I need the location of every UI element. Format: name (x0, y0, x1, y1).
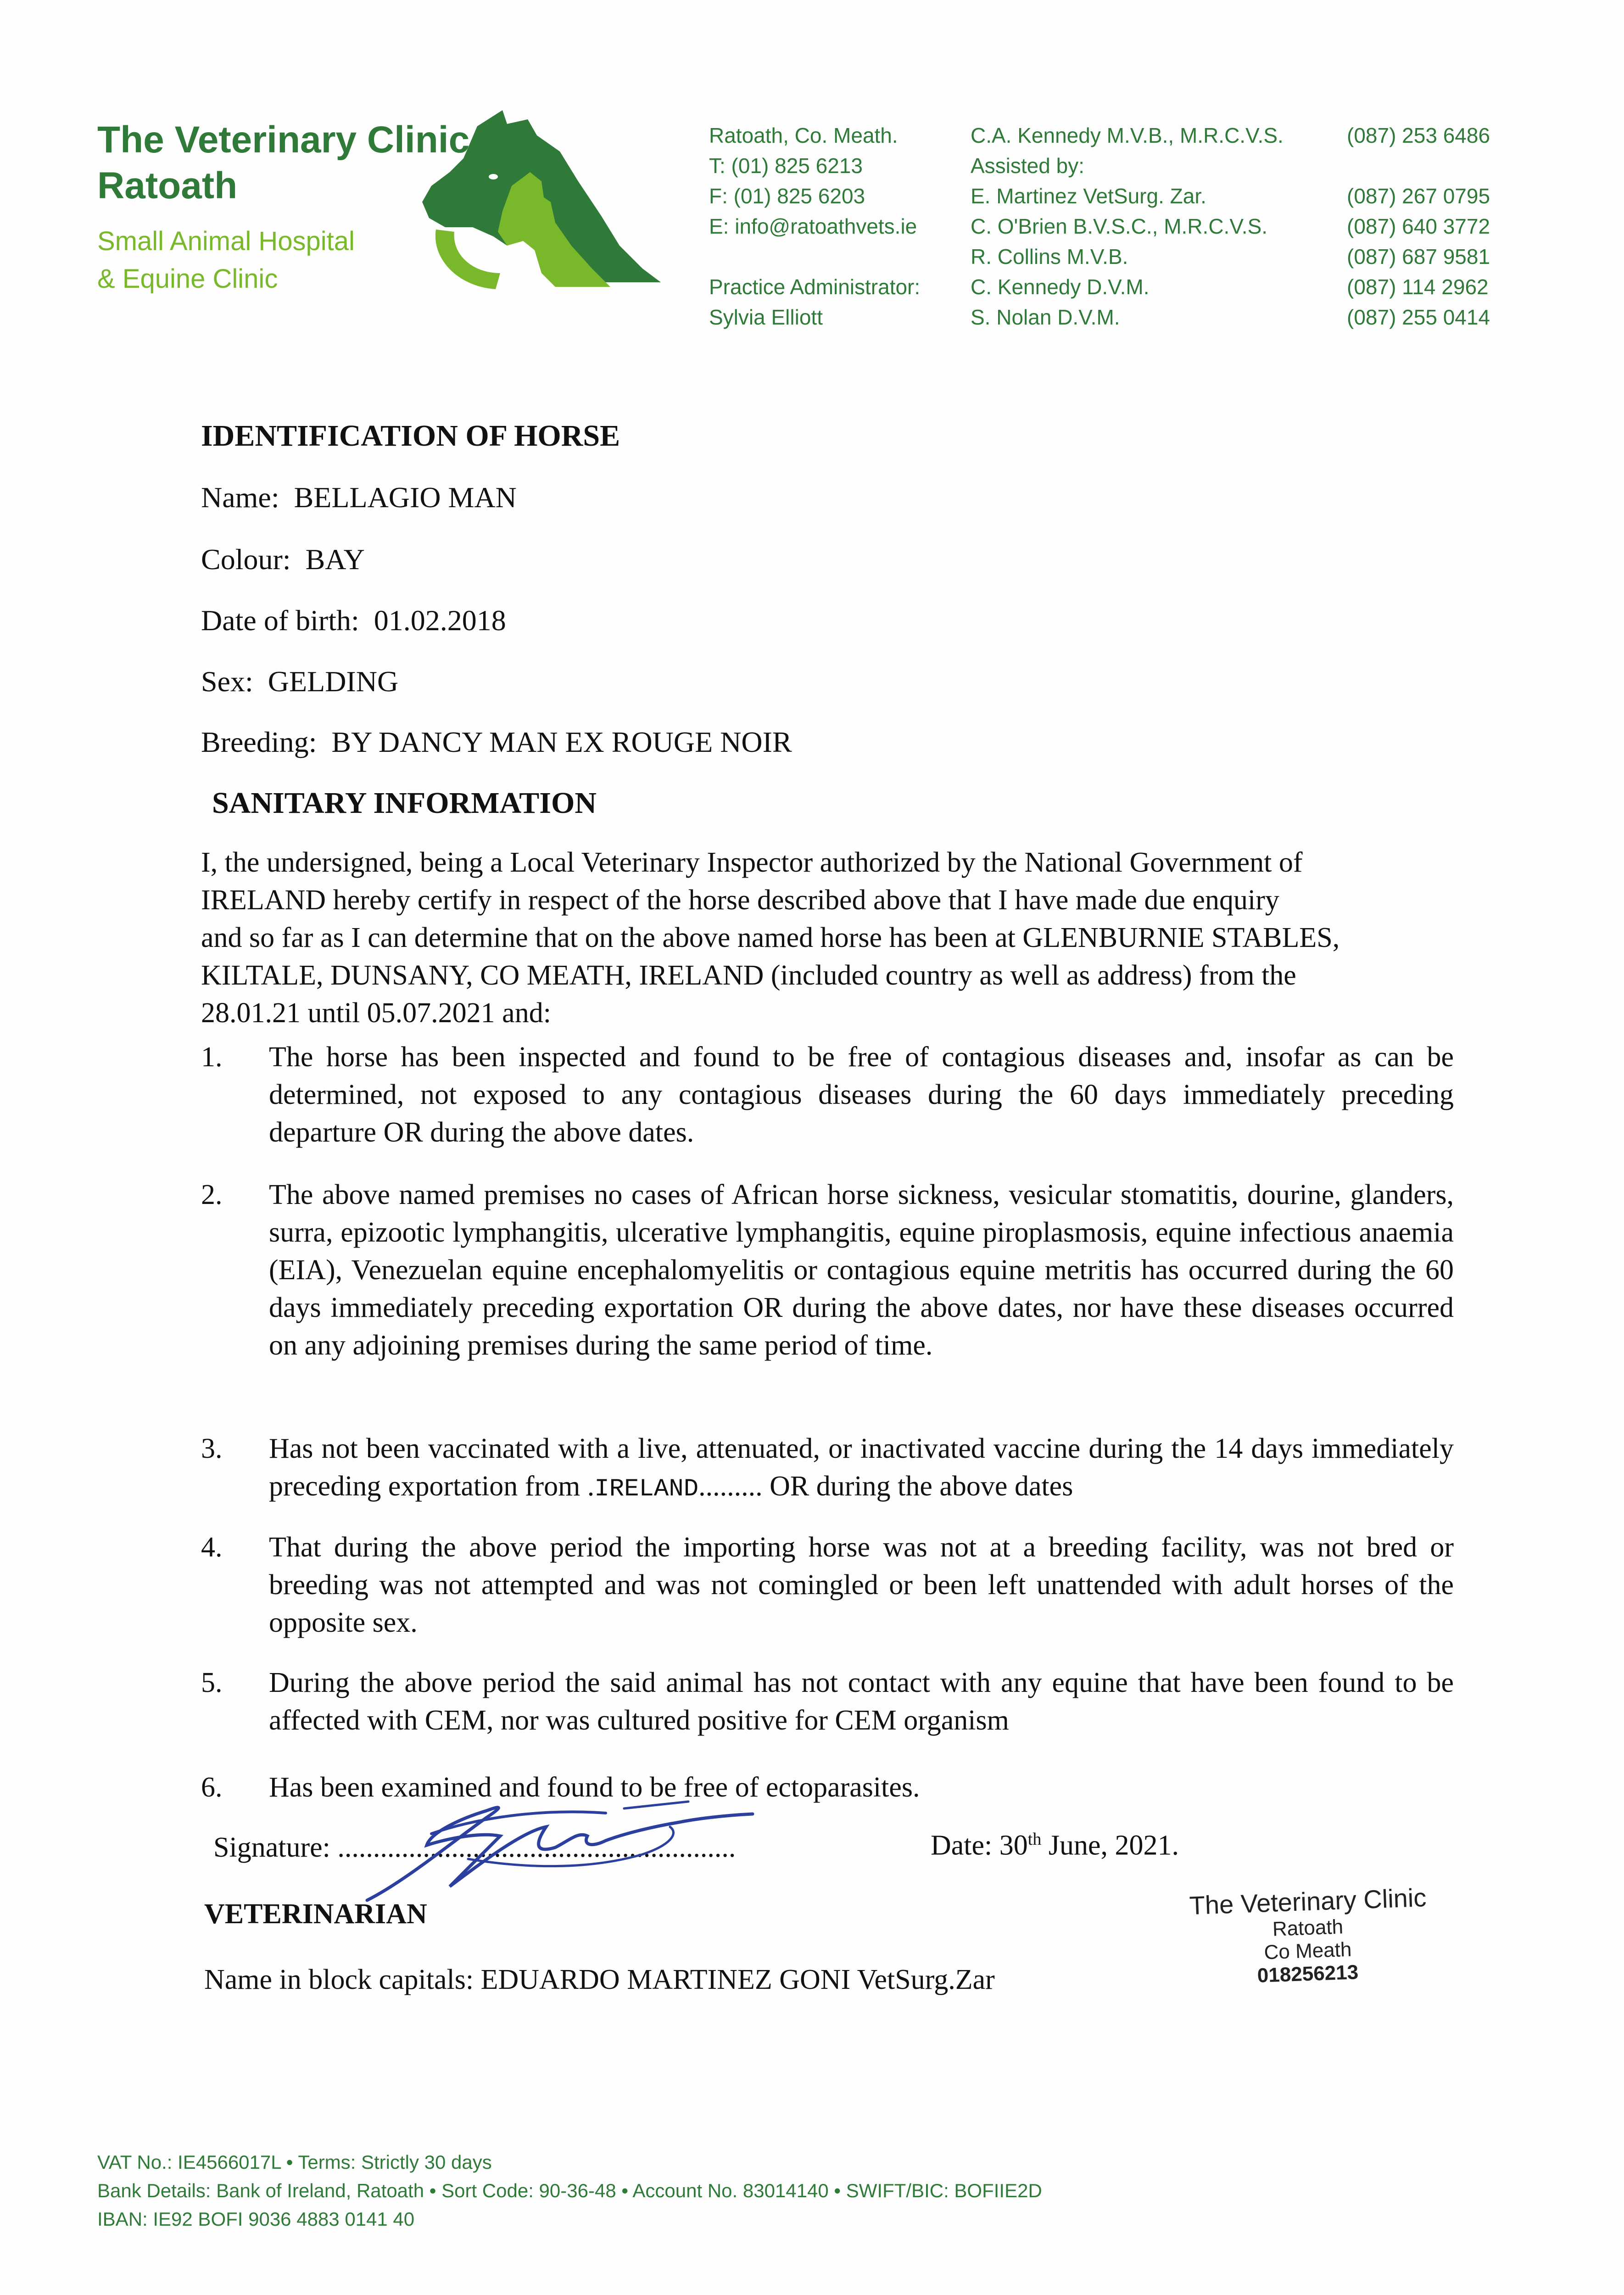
email-line: E: info@ratoathvets.ie (709, 214, 917, 238)
condition-text-part: ......... OR during the above dates (698, 1471, 1073, 1502)
date-suffix: th (1027, 1830, 1042, 1849)
identification-heading: IDENTIFICATION OF HORSE (201, 419, 620, 453)
block-capitals-name: Name in block capitals: EDUARDO MARTINEZ GONI VetSurg.Zar (204, 1964, 995, 1995)
horse-dob-field (201, 604, 506, 638)
vet-phone: (087) 114 2962 (1347, 275, 1489, 299)
vet-list (971, 120, 1284, 332)
condition-text: The above named premises no cases of African horse sickness, vesicular stomatitis, dourine, glanders, surra, epizootic lymphangitis, ulcerative lymphangitis, equine piroplasmosis, equine infectious anaemia (EIA), Venezuelan equine encephalomyelitis or contagious equine metritis has occurred during the 60 days immediately preceding exportation OR during the above dates, nor have these diseases occurred on any adjoining premises during the same period of time. (269, 1179, 1454, 1361)
vet-item: C. O'Brien B.V.S.C., M.R.C.V.S. (971, 214, 1268, 238)
condition-text: The horse has been inspected and found to be free of contagious diseases and, insofar as can be determined, not exposed to any contagious diseases during the 60 days immediately preceding departure OR during the above dates. (269, 1041, 1454, 1148)
horse-sex-field (201, 665, 398, 699)
phone-line: T: (01) 825 6213 (709, 154, 863, 178)
vet-phone: (087) 687 9581 (1347, 245, 1490, 269)
vet-item: Assisted by: (971, 154, 1084, 178)
vet-phone: (087) 640 3772 (1347, 214, 1490, 238)
address-line: Ratoath, Co. Meath. (709, 123, 898, 147)
clinic-name-line2: Ratoath (97, 165, 238, 207)
condition-number: 2. (201, 1179, 223, 1210)
horse-sex-label: Sex: (201, 665, 253, 698)
horse-colour-value: BAY (305, 543, 365, 576)
intro-line: I, the undersigned, being a Local Veterinary Inspector authorized by the National Government of (201, 847, 1303, 878)
condition-number: 3. (201, 1433, 223, 1464)
horse-name-value: BELLAGIO MAN (294, 481, 517, 514)
filled-country: IRELAND (594, 1475, 699, 1503)
practice-admin-label: Practice Administrator: (709, 275, 921, 299)
stamp-line1: The Veterinary Clinic (1189, 1883, 1427, 1920)
sanitary-heading: SANITARY INFORMATION (212, 786, 597, 820)
condition-text: Has been examined and found to be free of ectoparasites. (269, 1772, 920, 1803)
horse-breeding-label: Breeding: (201, 726, 317, 758)
condition-text-part: Has not been vaccinated with a live, attenuated, or inactivated vaccine during the 14 days immediately preceding exportation from . (269, 1433, 1454, 1502)
horse-breeding-value: BY DANCY MAN EX ROUGE NOIR (331, 726, 792, 758)
clinic-sub-line2: & Equine Clinic (97, 264, 278, 294)
clinic-subtitle (97, 223, 355, 298)
date-rest: June, 2021. (1041, 1830, 1179, 1861)
horse-name-field (201, 481, 517, 515)
intro-line: 28.01.21 until 05.07.2021 and: (201, 997, 551, 1029)
footer-iban: IBAN: IE92 BOFI 9036 4883 0141 40 (97, 2208, 415, 2230)
horse-dog-logo-icon (404, 108, 665, 296)
intro-line: and so far as I can determine that on the above named horse has been at GLENBURNIE STABLES, (201, 922, 1340, 953)
clinic-sub-line1: Small Animal Hospital (97, 226, 355, 256)
condition-number: 1. (201, 1041, 223, 1073)
handwritten-signature (349, 1790, 831, 1909)
horse-dob-label: Date of birth: (201, 604, 359, 637)
footer-vat: VAT No.: IE4566017L • Terms: Strictly 30 days (97, 2151, 492, 2173)
horse-colour-label: Colour: (201, 543, 291, 576)
signature-date (931, 1829, 1179, 1862)
vet-phone: (087) 267 0795 (1347, 184, 1490, 208)
vet-item: C. Kennedy D.V.M. (971, 275, 1150, 299)
clinic-stamp (1179, 1883, 1436, 1987)
footer (97, 2148, 1042, 2233)
horse-dob-value: 01.02.2018 (374, 604, 506, 637)
vet-item: R. Collins M.V.B. (971, 245, 1128, 269)
intro-line: IRELAND hereby certify in respect of the horse described above that I have made due enquiry (201, 884, 1279, 916)
practice-admin-name: Sylvia Elliott (709, 305, 823, 329)
clinic-address (709, 120, 920, 332)
intro-line: KILTALE, DUNSANY, CO MEATH, IRELAND (included country as well as address) from the (201, 960, 1296, 991)
stamp-line4: 018256213 (1257, 1961, 1359, 1987)
condition-number: 6. (201, 1772, 223, 1803)
sanitary-intro (201, 844, 1454, 1032)
vet-phone: (087) 255 0414 (1347, 305, 1490, 329)
horse-name-label: Name: (201, 481, 279, 514)
date-label: Date: 30 (931, 1830, 1028, 1861)
vet-phone (1347, 151, 1490, 181)
vet-item: C.A. Kennedy M.V.B., M.R.C.V.S. (971, 123, 1284, 147)
condition-number: 5. (201, 1667, 223, 1698)
fax-line: F: (01) 825 6203 (709, 184, 865, 208)
vet-phone: (087) 253 6486 (1347, 123, 1490, 147)
stamp-line2: Ratoath (1272, 1915, 1344, 1941)
signature-line: Signature: ........................................................ (213, 1832, 736, 1863)
vet-phone-list (1347, 120, 1490, 332)
stamp-line3: Co Meath (1263, 1938, 1352, 1964)
veterinarian-label: VETERINARIAN (204, 1898, 427, 1930)
condition-text: That during the above period the importing horse was not at a breeding facility, was not bred or breeding was not attempted and was not comingled or been left unattended with adult horses of the opposite sex. (269, 1532, 1454, 1638)
horse-sex-value: GELDING (268, 665, 399, 698)
condition-number: 4. (201, 1532, 223, 1563)
condition-text (269, 1430, 1454, 1508)
vet-item: S. Nolan D.V.M. (971, 305, 1120, 329)
clinic-name-line1: The Veterinary Clinic (97, 119, 470, 161)
footer-bank: Bank Details: Bank of Ireland, Ratoath • Sort Code: 90-36-48 • Account No. 83014140 • SWIFT/BIC: BOFIIE2D (97, 2180, 1042, 2201)
condition-text: During the above period the said animal has not contact with any equine that have been found to be affected with CEM, nor was cultured positive for CEM organism (269, 1667, 1454, 1736)
vet-item: E. Martinez VetSurg. Zar. (971, 184, 1206, 208)
horse-colour-field (201, 543, 365, 577)
horse-breeding-field (201, 725, 792, 759)
